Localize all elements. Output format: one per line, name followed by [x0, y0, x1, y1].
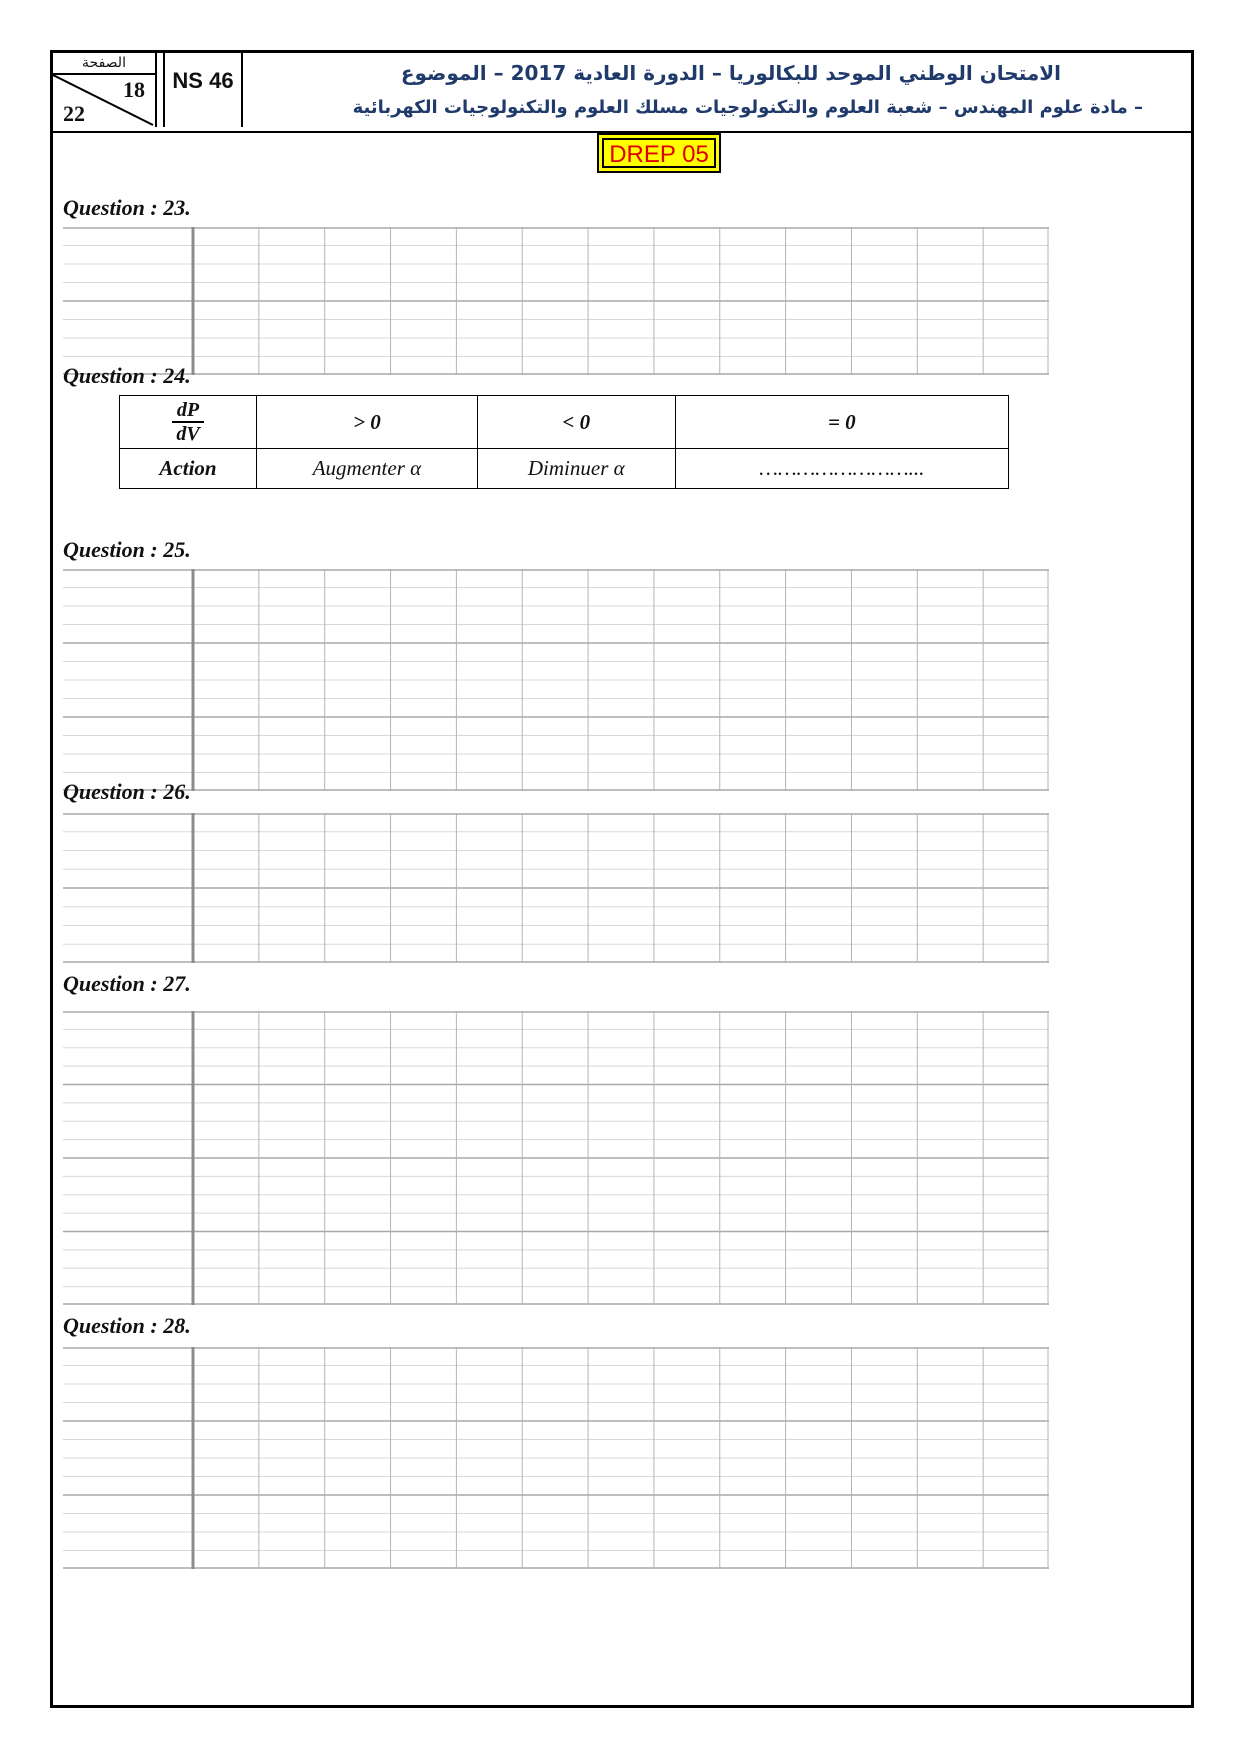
header-positive: > 0	[257, 396, 478, 449]
exam-title-box	[247, 53, 1191, 127]
action-positive: Augmenter α	[257, 449, 478, 489]
fraction-numerator: dP	[172, 399, 203, 423]
table-q24	[119, 395, 1009, 489]
header-negative: < 0	[477, 396, 675, 449]
answer-grid-q25[interactable]	[63, 569, 1049, 791]
fraction-denominator: dV	[176, 422, 200, 445]
question-27-label: Question : 27.	[63, 971, 191, 996]
answer-grid-q23[interactable]	[63, 227, 1049, 375]
drep-badge	[597, 133, 721, 173]
answer-grid-q27[interactable]	[63, 1011, 1049, 1305]
page-total: 22	[63, 101, 85, 126]
exam-title-line1: الامتحان الوطني الموحد للبكالوريا – الدورة العادية 2017 – الموضوع	[400, 61, 1061, 85]
question-26-label: Question : 26.	[63, 779, 191, 804]
page-label: الصفحة	[53, 53, 155, 75]
table-header-row	[120, 396, 1009, 449]
page-current: 18	[123, 77, 145, 102]
action-label: Action	[120, 449, 257, 489]
exam-title-line2: – مادة علوم المهندس – شعبة العلوم والتكنولوجيات مسلك العلوم والتكنولوجيات الكهربائية	[352, 97, 1143, 118]
derivative-fraction	[172, 399, 203, 445]
question-28-label: Question : 28.	[63, 1313, 191, 1338]
answer-grid-q28[interactable]	[63, 1347, 1049, 1569]
answer-grid-q26[interactable]	[63, 813, 1049, 963]
derivative-cell	[120, 396, 257, 449]
drep-label: DREP 05	[602, 138, 716, 168]
action-zero-input[interactable]: ……………………...	[675, 449, 1008, 489]
page-frame	[50, 50, 1194, 1708]
page-number-box	[53, 53, 157, 127]
question-23-label: Question : 23.	[63, 195, 191, 220]
header-zero: = 0	[675, 396, 1008, 449]
table-action-row	[120, 449, 1009, 489]
question-24-label: Question : 24.	[63, 363, 191, 388]
exam-header	[53, 53, 1191, 133]
action-negative: Diminuer α	[477, 449, 675, 489]
question-25-label: Question : 25.	[63, 537, 191, 562]
exam-code: NS 46	[163, 53, 243, 127]
